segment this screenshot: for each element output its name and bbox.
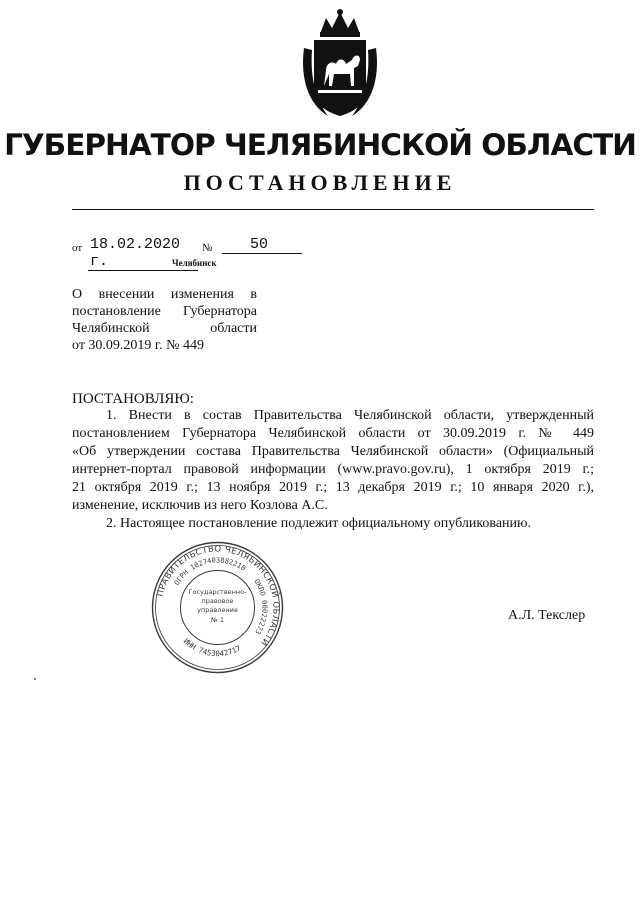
document-type-heading: ПОСТАНОВЛЕНИЕ: [183, 170, 457, 195]
city-label: Челябинск: [172, 258, 217, 268]
document-header-title: ГУБЕРНАТОР ЧЕЛЯБИНСКОЙ ОБЛАСТИ: [4, 128, 636, 162]
body-line: 1. Внести в состав Правительства Челябинской области, утвержденный: [106, 408, 594, 423]
document-date: 18.02.2020 г.: [88, 236, 198, 271]
document-body: [72, 407, 594, 533]
subject-line: постановление Губернатора: [72, 304, 257, 319]
stamp-inn: ИНН 7453042717: [181, 636, 243, 659]
body-line: изменение, исключив из него Козлова А.С.: [72, 498, 328, 513]
stamp-inner-line: правовое: [201, 597, 234, 605]
header-divider: [72, 209, 594, 210]
stamp-okpo: ОКПО 00022273: [252, 577, 269, 636]
decree-word: ПОСТАНОВЛЯЮ:: [72, 391, 194, 407]
body-line: интернет-портал правовой информации (www.pravo.gov.ru), 1 октября 2019 г.;: [72, 462, 594, 477]
stamp-inner-line: управление: [197, 606, 238, 614]
stamp-ogrn: ОГРН 1027403882210: [172, 556, 248, 587]
signer-name: А.Л. Текслер: [508, 608, 586, 623]
subject-line: Челябинской области: [72, 321, 257, 336]
body-line: постановлением Губернатора Челябинской области от 30.09.2019 г. № 449: [72, 426, 594, 441]
date-prefix: от: [72, 242, 83, 254]
svg-text:ИНН 7453042717: [182, 636, 243, 658]
body-line: «Об утверждении состава Правительства Челябинской области» (Официальный: [72, 444, 594, 459]
body-line: 2. Настоящее постановление подлежит официальному опубликованию.: [106, 516, 531, 531]
stamp-inner-line: № 1: [211, 616, 224, 624]
document-subject: [72, 286, 257, 354]
official-stamp: [150, 540, 285, 675]
subject-line: от 30.09.2019 г. № 449: [72, 338, 204, 353]
subject-line: О внесении изменения в: [72, 287, 257, 302]
stamp-outer-text: ПРАВИТЕЛЬСТВО ЧЕЛЯБИНСКОЙ ОБЛАСТИ: [155, 544, 281, 648]
document-number: 50: [222, 236, 302, 254]
coat-of-arms-emblem: [298, 8, 382, 120]
stamp-inner-line: Государственно-: [188, 588, 247, 596]
number-label: №: [202, 242, 213, 254]
body-line: 21 октября 2019 г.; 13 ноября 2019 г.; 13 декабря 2019 г.; 10 января 2020 г.),: [72, 480, 594, 495]
scan-speck: [34, 678, 36, 680]
